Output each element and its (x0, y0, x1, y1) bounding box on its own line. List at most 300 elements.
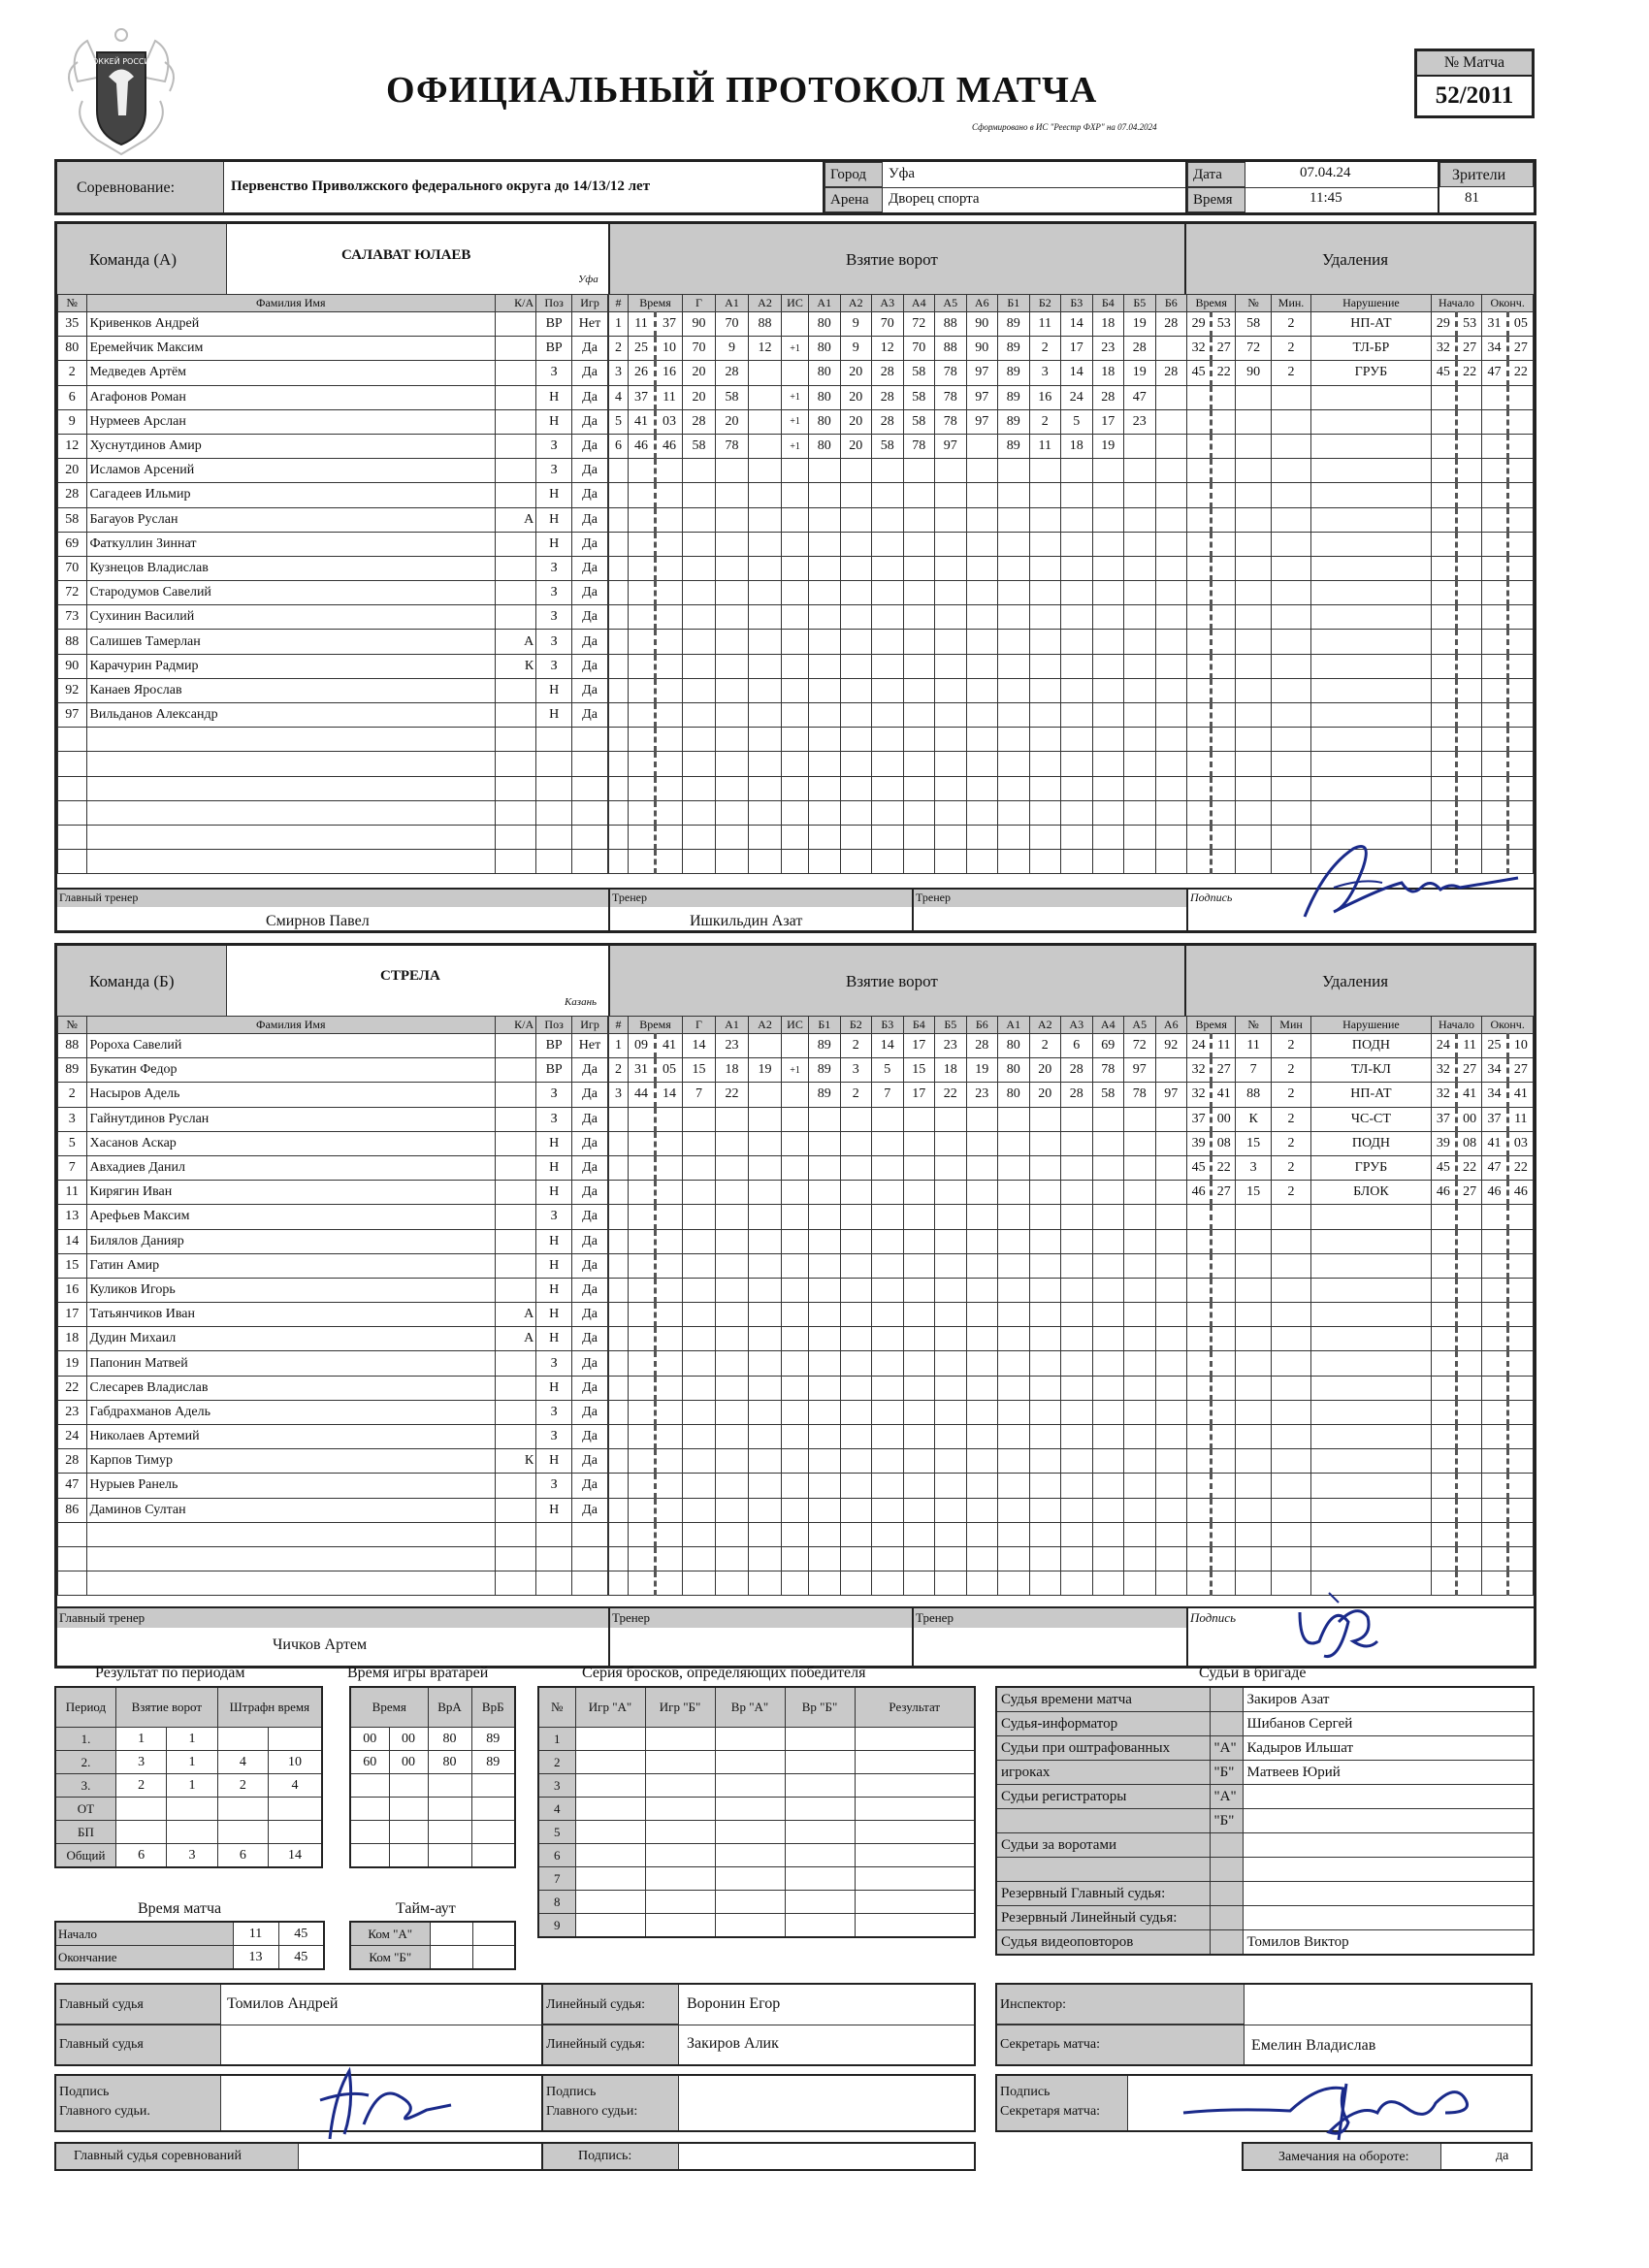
pen-cell (1457, 630, 1482, 654)
goal-cell (1092, 1155, 1124, 1180)
goal-row (609, 1253, 1187, 1278)
goal-cell (1061, 1253, 1093, 1278)
pen-cell (1212, 1400, 1236, 1424)
goal-row (609, 1522, 1187, 1546)
team-a-goals-title-cell (608, 224, 1186, 294)
goal-cell (782, 312, 809, 337)
player-role (496, 337, 536, 361)
goal-cell (840, 728, 872, 752)
player-played: Да (572, 1181, 608, 1205)
goal-cell (1029, 581, 1061, 605)
goal-cell (1124, 1253, 1156, 1278)
goal-cell (966, 507, 998, 532)
team-a-pen-title-cell (1186, 224, 1534, 294)
goal-cell (872, 1351, 904, 1376)
pen-cell (1271, 605, 1310, 630)
goal-cell (629, 1400, 656, 1424)
remarks-label: Замечания на обороте: (1278, 2150, 1409, 2164)
goal-cell (809, 1425, 841, 1449)
goal-cell: 78 (935, 385, 967, 409)
pen-cell: 2 (1271, 1181, 1310, 1205)
player-position: Н (536, 1376, 572, 1400)
player-role (496, 1034, 536, 1058)
roster-row (58, 630, 608, 654)
goal-cell (998, 581, 1030, 605)
secretary-name: Емелин Владислав (1251, 2037, 1376, 2054)
pen-cell (1187, 507, 1212, 532)
goalies-header (350, 1687, 515, 1728)
roster-row (58, 1522, 608, 1546)
goal-cell (1092, 459, 1124, 483)
roster-row (58, 850, 608, 874)
pen-row (1187, 1498, 1534, 1522)
pen-cell: 90 (1236, 361, 1272, 385)
goal-cell (872, 532, 904, 556)
pen-cell (1187, 1376, 1212, 1400)
goalie-cell (471, 1798, 515, 1821)
goal-cell (998, 483, 1030, 507)
goal-cell (1029, 1155, 1061, 1180)
time-label: Время (1193, 192, 1233, 208)
goals-header-cell: Г (683, 295, 716, 312)
pen-cell (1311, 434, 1432, 458)
goal-row (609, 605, 1187, 630)
roster-row (58, 1546, 608, 1571)
goal-cell (749, 581, 782, 605)
goal-cell (609, 1498, 629, 1522)
goal-cell (1092, 1229, 1124, 1253)
crew-side (1210, 1712, 1243, 1736)
goal-cell (809, 1181, 841, 1205)
crew-side (1210, 1687, 1243, 1712)
goals-header-cell: А1 (716, 1017, 749, 1034)
pen-cell (1236, 1205, 1272, 1229)
pen-cell: 2 (1271, 1107, 1310, 1131)
team-a-sign-label: Подпись (1190, 891, 1233, 904)
player-position: З (536, 605, 572, 630)
pen-cell (1271, 434, 1310, 458)
goal-cell (1155, 1498, 1187, 1522)
goal-cell (749, 850, 782, 874)
goal-cell (609, 1571, 629, 1596)
goal-cell (749, 678, 782, 702)
goalie-cell (389, 1821, 428, 1844)
goal-cell: 14 (1061, 361, 1093, 385)
roster-row (58, 459, 608, 483)
shootout-cell (645, 1728, 715, 1751)
goalie-row (350, 1798, 515, 1821)
roster-header-cell: Игр (572, 1017, 608, 1034)
goal-cell (1092, 1400, 1124, 1424)
timeout-a-label: Ком "А" (350, 1922, 430, 1946)
pen-cell (1212, 728, 1236, 752)
player-played (572, 825, 608, 849)
shootout-cell (855, 1751, 975, 1774)
goal-cell (935, 1107, 967, 1131)
pen-row (1187, 1278, 1534, 1302)
goal-cell: 18 (1061, 434, 1093, 458)
goal-cell (1061, 630, 1093, 654)
goal-cell (1092, 728, 1124, 752)
pen-cell (1187, 1498, 1212, 1522)
shootout-title: Серия бросков, определяющих победителя (582, 1665, 866, 1681)
goal-cell (683, 556, 716, 580)
pen-cell (1457, 385, 1482, 409)
player-role (496, 581, 536, 605)
pen-cell (1236, 1303, 1272, 1327)
pen-cell (1236, 1400, 1272, 1424)
goal-cell: 05 (656, 1058, 683, 1083)
goal-cell: 90 (683, 312, 716, 337)
goal-cell (903, 1449, 935, 1474)
goal-cell (966, 776, 998, 800)
goal-cell (809, 654, 841, 678)
shootout-header (538, 1687, 975, 1728)
goal-cell (840, 752, 872, 776)
pen-row (1187, 385, 1534, 409)
player-name: Ророха Савелий (86, 1034, 496, 1058)
goal-cell (1124, 825, 1156, 849)
pen-cell: 3 (1236, 1155, 1272, 1180)
player-name: Хуснутдинов Амир (86, 434, 496, 458)
goal-cell (716, 507, 749, 532)
goal-cell (1155, 1546, 1187, 1571)
player-played: Да (572, 1400, 608, 1424)
goal-cell (1124, 850, 1156, 874)
goal-cell (809, 1155, 841, 1180)
pen-header-cell: Начало (1431, 295, 1482, 312)
pen-cell (1212, 1546, 1236, 1571)
goal-cell (782, 1522, 809, 1546)
roster-header-cell: Поз (536, 295, 572, 312)
pen-cell: 32 (1431, 337, 1456, 361)
goal-cell (903, 459, 935, 483)
goal-cell (872, 1205, 904, 1229)
pen-cell (1271, 800, 1310, 825)
pen-row (1187, 728, 1534, 752)
goal-cell: 12 (872, 337, 904, 361)
pen-cell: 7 (1236, 1058, 1272, 1083)
pen-cell: 2 (1271, 1034, 1310, 1058)
player-position: Н (536, 678, 572, 702)
period-cell (217, 1821, 268, 1844)
shootout-cell (785, 1774, 855, 1798)
pen-cell: 34 (1482, 1058, 1507, 1083)
linesman-label-2: Линейный судья: (546, 2037, 646, 2052)
pen-row (1187, 1034, 1534, 1058)
pen-cell (1457, 1205, 1482, 1229)
player-name (86, 800, 496, 825)
goal-cell (966, 1253, 998, 1278)
player-played (572, 1522, 608, 1546)
shootout-cell (715, 1751, 785, 1774)
goal-cell: 58 (903, 361, 935, 385)
period-cell: 6 (217, 1844, 268, 1868)
pen-cell (1482, 605, 1507, 630)
goal-cell (629, 800, 656, 825)
goal-cell: +1 (782, 337, 809, 361)
arena-value: Дворец спорта (889, 191, 980, 207)
goal-cell (872, 800, 904, 825)
goal-cell (656, 1474, 683, 1498)
goal-cell: 2 (1029, 1034, 1061, 1058)
pen-cell (1431, 409, 1456, 434)
goal-cell (782, 776, 809, 800)
goal-cell (966, 1205, 998, 1229)
goal-cell (1061, 507, 1093, 532)
pen-cell (1271, 1205, 1310, 1229)
pen-cell: 41 (1482, 1131, 1507, 1155)
pen-cell (1236, 1474, 1272, 1498)
pen-cell (1507, 459, 1533, 483)
player-number (58, 800, 87, 825)
goal-cell (966, 703, 998, 728)
goal-cell (782, 654, 809, 678)
goal-cell (656, 1303, 683, 1327)
goal-row (609, 752, 1187, 776)
pen-cell: 46 (1482, 1181, 1507, 1205)
player-position: З (536, 1107, 572, 1131)
goal-cell (840, 1449, 872, 1474)
player-position: Н (536, 1131, 572, 1155)
goal-cell (903, 1522, 935, 1546)
crew-title: Судьи в бригаде (1199, 1665, 1307, 1681)
goal-row (609, 850, 1187, 874)
player-number: 6 (58, 385, 87, 409)
player-played: Да (572, 459, 608, 483)
pen-cell (1236, 1253, 1272, 1278)
goal-cell (609, 1278, 629, 1302)
goals-header-cell: А4 (903, 295, 935, 312)
goal-cell (1029, 605, 1061, 630)
goal-cell (749, 630, 782, 654)
goal-cell: 80 (998, 1034, 1030, 1058)
goal-cell (1124, 1449, 1156, 1474)
pen-cell (1271, 776, 1310, 800)
pen-cell (1311, 654, 1432, 678)
pen-row (1187, 483, 1534, 507)
goal-cell: 88 (935, 337, 967, 361)
goal-cell (1092, 703, 1124, 728)
goal-cell (683, 678, 716, 702)
goal-cell (749, 483, 782, 507)
periods-header-cell: Штрафн время (217, 1687, 322, 1728)
goal-cell (656, 507, 683, 532)
crew-row (996, 1833, 1534, 1858)
goal-cell (1124, 1498, 1156, 1522)
goal-cell (716, 1351, 749, 1376)
goal-cell (998, 1278, 1030, 1302)
goal-cell: 80 (809, 409, 841, 434)
pen-cell: 31 (1482, 312, 1507, 337)
goal-cell (1124, 776, 1156, 800)
goal-cell (809, 1474, 841, 1498)
pen-cell (1187, 532, 1212, 556)
goal-cell (872, 1498, 904, 1522)
pen-cell: 37 (1431, 1107, 1456, 1131)
goals-header-cell: А1 (809, 295, 841, 312)
player-position: З (536, 1400, 572, 1424)
goal-cell (1155, 532, 1187, 556)
goal-cell: 2 (1029, 409, 1061, 434)
goal-cell: 15 (683, 1058, 716, 1083)
goal-cell (872, 1327, 904, 1351)
goal-cell (1029, 1571, 1061, 1596)
goal-cell: 20 (840, 409, 872, 434)
player-played: Да (572, 1425, 608, 1449)
roster-row (58, 1278, 608, 1302)
goal-cell: 46 (629, 434, 656, 458)
period-row (55, 1821, 322, 1844)
player-number: 2 (58, 1083, 87, 1107)
goal-cell (903, 1205, 935, 1229)
shootout-number: 5 (538, 1821, 575, 1844)
goal-cell: 9 (840, 337, 872, 361)
pen-cell (1507, 1253, 1533, 1278)
goal-cell (782, 1131, 809, 1155)
goal-cell (1155, 409, 1187, 434)
goal-cell (840, 1351, 872, 1376)
goal-cell (683, 703, 716, 728)
pen-cell (1212, 409, 1236, 434)
player-position (536, 776, 572, 800)
pen-cell: 2 (1271, 312, 1310, 337)
goal-cell (840, 1571, 872, 1596)
player-played (572, 752, 608, 776)
roster-row (58, 507, 608, 532)
goal-cell: 5 (609, 409, 629, 434)
team-b-pen-title-cell (1186, 946, 1534, 1016)
goal-cell (749, 605, 782, 630)
goal-cell (609, 507, 629, 532)
goal-cell (903, 630, 935, 654)
goal-cell (683, 1181, 716, 1205)
goal-cell: 20 (840, 385, 872, 409)
pen-cell: 45 (1187, 1155, 1212, 1180)
goal-cell (998, 1327, 1030, 1351)
pen-cell (1482, 703, 1507, 728)
pen-cell (1507, 1498, 1533, 1522)
goal-cell (935, 1546, 967, 1571)
goalie-cell (389, 1798, 428, 1821)
goal-cell (809, 776, 841, 800)
crew-role: Резервный Линейный судья: (996, 1906, 1210, 1930)
goal-cell (809, 1327, 841, 1351)
goal-cell (683, 776, 716, 800)
goal-cell (749, 459, 782, 483)
pen-cell (1212, 630, 1236, 654)
pen-cell (1431, 1351, 1456, 1376)
goal-cell (782, 1351, 809, 1376)
goal-cell (1124, 1327, 1156, 1351)
roster-row (58, 776, 608, 800)
player-role (496, 1083, 536, 1107)
goal-cell (629, 1278, 656, 1302)
periods-header-cell: Период (55, 1687, 115, 1728)
shootout-header-cell: Вр "Б" (785, 1687, 855, 1728)
shootout-header-cell: Вр "А" (715, 1687, 785, 1728)
pen-cell (1311, 409, 1432, 434)
player-number: 73 (58, 605, 87, 630)
goal-cell (629, 752, 656, 776)
shootout-cell (785, 1821, 855, 1844)
pen-cell (1236, 1229, 1272, 1253)
goal-cell (1029, 1181, 1061, 1205)
goal-cell: 3 (609, 361, 629, 385)
pen-cell (1236, 1546, 1272, 1571)
pen-row (1187, 1253, 1534, 1278)
pen-cell (1431, 434, 1456, 458)
goal-cell (1092, 1181, 1124, 1205)
pen-cell (1482, 1522, 1507, 1546)
goal-cell (1124, 1376, 1156, 1400)
pen-cell (1212, 825, 1236, 849)
player-name: Билялов Данияр (86, 1229, 496, 1253)
pen-cell (1212, 1205, 1236, 1229)
pen-cell (1271, 1303, 1310, 1327)
goalie-cell (389, 1844, 428, 1868)
goal-cell: 28 (1124, 337, 1156, 361)
shootout-cell (715, 1774, 785, 1798)
goal-cell (716, 1205, 749, 1229)
goal-cell: 15 (903, 1058, 935, 1083)
pen-cell (1457, 654, 1482, 678)
goal-cell (872, 630, 904, 654)
goalie-row (350, 1821, 515, 1844)
goal-cell (683, 1253, 716, 1278)
goal-cell: 12 (749, 337, 782, 361)
goal-cell (629, 630, 656, 654)
goal-cell (1124, 703, 1156, 728)
goalie-row (350, 1728, 515, 1751)
goal-cell (903, 654, 935, 678)
goal-cell (998, 605, 1030, 630)
player-role (496, 605, 536, 630)
goal-cell: 09 (629, 1034, 656, 1058)
goal-cell (716, 532, 749, 556)
goal-cell (656, 800, 683, 825)
goal-cell (1155, 678, 1187, 702)
goal-cell (1092, 1327, 1124, 1351)
player-role (496, 1253, 536, 1278)
goal-cell (840, 459, 872, 483)
goal-cell (1029, 1351, 1061, 1376)
player-number: 18 (58, 1327, 87, 1351)
goal-cell (716, 1498, 749, 1522)
period-cell (115, 1821, 166, 1844)
goal-cell (840, 507, 872, 532)
player-role (496, 361, 536, 385)
goal-row (609, 1181, 1187, 1205)
player-played: Да (572, 1449, 608, 1474)
goal-cell: 88 (935, 312, 967, 337)
goal-cell (935, 1376, 967, 1400)
goal-cell: 18 (716, 1058, 749, 1083)
pen-cell (1212, 1449, 1236, 1474)
goal-cell (1061, 776, 1093, 800)
goal-cell (683, 581, 716, 605)
period-row (55, 1844, 322, 1868)
goal-cell (966, 1303, 998, 1327)
goal-cell (1061, 1571, 1093, 1596)
shootout-cell (855, 1821, 975, 1844)
player-role (496, 678, 536, 702)
goal-cell: 14 (683, 1034, 716, 1058)
period-cell: 6 (115, 1844, 166, 1868)
goal-cell (1124, 1425, 1156, 1449)
crew-side (1210, 1906, 1243, 1930)
player-played: Да (572, 654, 608, 678)
